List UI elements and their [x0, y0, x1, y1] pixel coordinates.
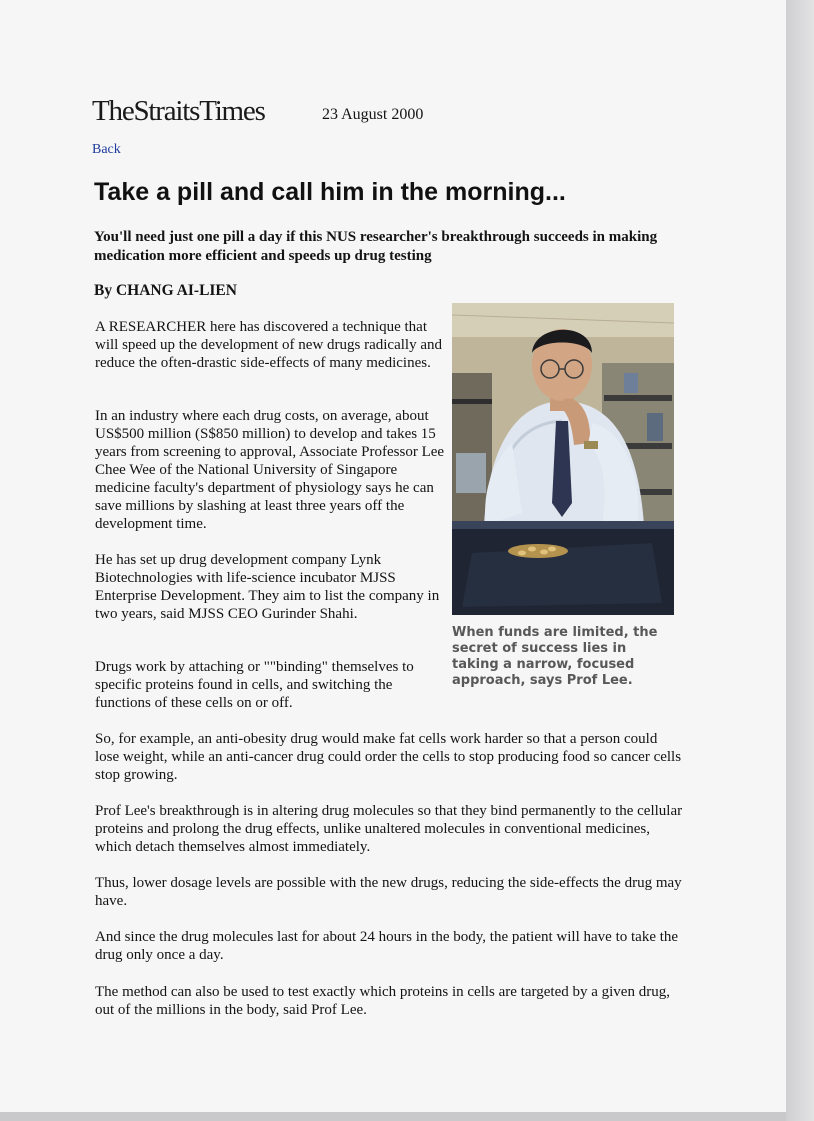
page-bottom-edge — [0, 1112, 786, 1121]
article-paragraph: Thus, lower dosage levels are possible with the new drugs, reducing the side-effects the drug may have. — [95, 875, 682, 909]
article-headline: Take a pill and call him in the morning... — [94, 178, 566, 206]
photo-caption: When funds are limited, the secret of success lies in taking a narrow, focused approach, says Prof Lee. — [452, 625, 658, 688]
page-edge-shadow — [786, 0, 814, 1121]
researcher-photo — [452, 303, 674, 615]
straits-times-logo: TheStraitsTimes — [92, 95, 265, 127]
masthead — [92, 95, 265, 128]
article-paragraph: So, for example, an anti-obesity drug would make fat cells work harder so that a person could lose weight, while an anti-cancer drug could order the cells to stop producing food so cancer cells stop growing. — [95, 731, 682, 783]
article-paragraph: And since the drug molecules last for about 24 hours in the body, the patient will have to take the drug only once a day. — [95, 929, 679, 963]
article-paragraph: Prof Lee's breakthrough is in altering drug molecules so that they bind permanently to the cellular proteins and prolong the drug effects, unlike unaltered molecules in conventional medicines, which detach themselves almost immediately. — [95, 803, 683, 855]
publication-date: 23 August 2000 — [322, 106, 424, 123]
article-paragraph: In an industry where each drug costs, on average, about US$500 million (S$850 million) to develop and takes 15 years from screening to approval, Associate Professor Lee Chee Wee of the National University of Singapore medicine faculty's department of physiology says he can save millions by slashing at least three years off the development time. — [95, 408, 445, 532]
back-link[interactable]: Back — [92, 142, 121, 157]
article-paragraph: A RESEARCHER here has discovered a technique that will speed up the development of new drugs radically and reduce the often-drastic side-effects of many medicines. — [95, 319, 442, 371]
article-paragraph: The method can also be used to test exactly which proteins in cells are targeted by a given drug, out of the millions in the body, said Prof Lee. — [95, 984, 670, 1018]
article-paragraph: Drugs work by attaching or ""binding" themselves to specific proteins found in cells, and switching the functions of these cells on or off. — [95, 659, 414, 711]
article-byline: By CHANG AI-LIEN — [94, 282, 237, 299]
article-deck: You'll need just one pill a day if this NUS researcher's breakthrough succeeds in making medication more efficient and speeds up drug testing — [94, 229, 658, 264]
article-paragraph: He has set up drug development company Lynk Biotechnologies with life-science incubator MJSS Enterprise Development. They aim to list the company in two years, said MJSS CEO Gurinder Shahi. — [95, 552, 440, 622]
photo-illustration — [452, 303, 674, 615]
